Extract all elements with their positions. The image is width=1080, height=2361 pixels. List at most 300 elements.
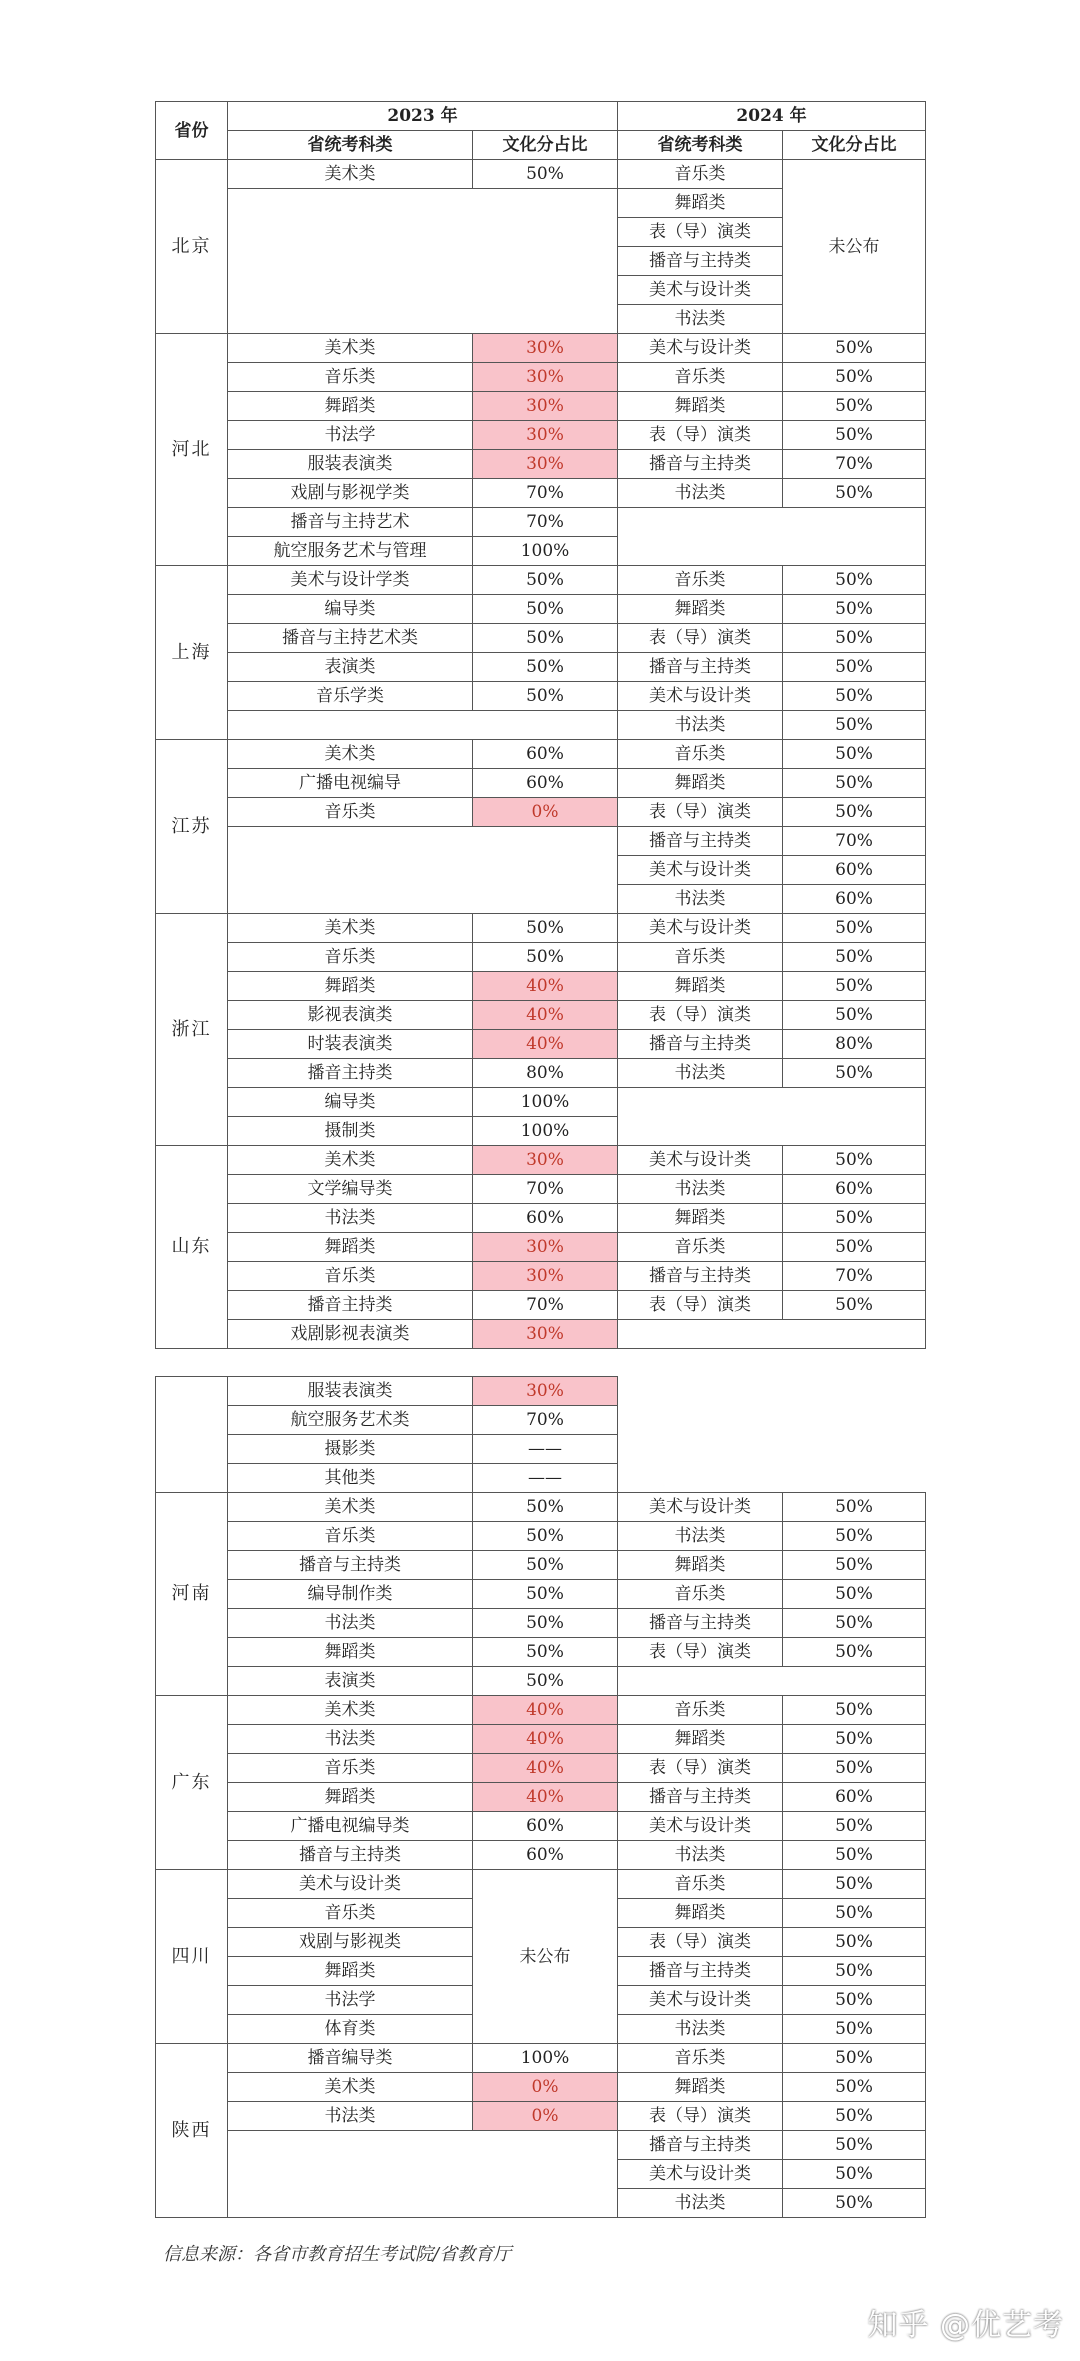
table-row bbox=[156, 740, 926, 769]
table-row bbox=[156, 1667, 926, 1696]
table-row bbox=[156, 1204, 926, 1233]
ratio-2023-cell: 50% bbox=[473, 624, 618, 653]
table-row bbox=[156, 1638, 926, 1667]
table-row bbox=[156, 2044, 926, 2073]
table-row bbox=[156, 421, 926, 450]
ratio-2023-merged-cell: 未公布 bbox=[473, 1870, 618, 2044]
ratio-2023-cell: 60% bbox=[473, 1812, 618, 1841]
category-2024-cell: 美术与设计类 bbox=[618, 1146, 783, 1175]
category-2023-cell: 美术类 bbox=[228, 740, 473, 769]
ratio-2023-cell: 50% bbox=[473, 1493, 618, 1522]
category-2024-cell: 美术与设计类 bbox=[618, 914, 783, 943]
category-2023-cell: 舞蹈类 bbox=[228, 1638, 473, 1667]
category-2023-cell: 播音主持类 bbox=[228, 1291, 473, 1320]
category-2024-cell: 播音与主持类 bbox=[618, 247, 783, 276]
category-2023-cell: 书法学 bbox=[228, 421, 473, 450]
category-2024-cell: 表（导）演类 bbox=[618, 798, 783, 827]
category-2024-cell: 舞蹈类 bbox=[618, 1204, 783, 1233]
table-row bbox=[156, 2131, 926, 2160]
category-2024-cell: 表（导）演类 bbox=[618, 1754, 783, 1783]
table-row bbox=[156, 1580, 926, 1609]
empty-2024-cell bbox=[618, 1377, 926, 1493]
category-2023-cell: 播音与主持类 bbox=[228, 1841, 473, 1870]
table-row bbox=[156, 1551, 926, 1580]
category-2024-cell: 舞蹈类 bbox=[618, 1551, 783, 1580]
ratio-2023-cell: 40% bbox=[473, 1754, 618, 1783]
ratio-2024-cell: 50% bbox=[783, 595, 926, 624]
category-2023-cell: 服装表演类 bbox=[228, 450, 473, 479]
table-row bbox=[156, 450, 926, 479]
year-2023-header: 2023 年 bbox=[228, 102, 618, 131]
ratio-2024-cell: 60% bbox=[783, 885, 926, 914]
category-2023-cell: 影视表演类 bbox=[228, 1001, 473, 1030]
ratio-2024-cell: 50% bbox=[783, 1580, 926, 1609]
table-row bbox=[156, 1609, 926, 1638]
table-row bbox=[156, 943, 926, 972]
category-2023-cell: 戏剧与影视学类 bbox=[228, 479, 473, 508]
province-cell: 河南 bbox=[156, 1493, 228, 1696]
ratio-2023-cell: 50% bbox=[473, 566, 618, 595]
category-2024-cell: 美术与设计类 bbox=[618, 2160, 783, 2189]
table-row bbox=[156, 1262, 926, 1291]
category-2024-cell: 美术与设计类 bbox=[618, 682, 783, 711]
category-2023-cell: 播音与主持艺术类 bbox=[228, 624, 473, 653]
category-2024-cell: 表（导）演类 bbox=[618, 1638, 783, 1667]
table-row bbox=[156, 1291, 926, 1320]
ratio-2024-cell: 50% bbox=[783, 421, 926, 450]
ratio-2024-cell: 50% bbox=[783, 334, 926, 363]
category-2024-cell: 音乐类 bbox=[618, 1696, 783, 1725]
category-2023-cell: 时装表演类 bbox=[228, 1030, 473, 1059]
category-2023-cell: 舞蹈类 bbox=[228, 972, 473, 1001]
category-2024-cell: 书法类 bbox=[618, 479, 783, 508]
ratio-2023-cell: 0% bbox=[473, 2102, 618, 2131]
table-row bbox=[156, 1377, 926, 1406]
ratio-2024-cell: 50% bbox=[783, 711, 926, 740]
table-row bbox=[156, 972, 926, 1001]
category-2023-cell: 舞蹈类 bbox=[228, 1957, 473, 1986]
ratio-2023-header: 文化分占比 bbox=[473, 131, 618, 160]
category-2023-cell: 表演类 bbox=[228, 653, 473, 682]
ratio-2023-cell: 30% bbox=[473, 334, 618, 363]
table-row bbox=[156, 1320, 926, 1349]
table-row bbox=[156, 1493, 926, 1522]
category-2024-cell: 舞蹈类 bbox=[618, 595, 783, 624]
category-2024-cell: 音乐类 bbox=[618, 1580, 783, 1609]
ratio-2024-cell: 50% bbox=[783, 363, 926, 392]
category-2023-cell: 书法类 bbox=[228, 1725, 473, 1754]
empty-2024-cell bbox=[618, 1320, 926, 1349]
category-2024-cell: 音乐类 bbox=[618, 2044, 783, 2073]
category-2023-cell: 戏剧与影视类 bbox=[228, 1928, 473, 1957]
category-2024-cell: 表（导）演类 bbox=[618, 421, 783, 450]
category-2023-cell: 音乐类 bbox=[228, 798, 473, 827]
category-2023-cell: 戏剧影视表演类 bbox=[228, 1320, 473, 1349]
category-2023-cell: 书法类 bbox=[228, 1204, 473, 1233]
ratio-2024-cell: 50% bbox=[783, 1291, 926, 1320]
table-row bbox=[156, 2102, 926, 2131]
category-2024-cell: 播音与主持类 bbox=[618, 1957, 783, 1986]
table-row bbox=[156, 1870, 926, 1899]
category-2023-cell: 书法学 bbox=[228, 1986, 473, 2015]
category-2023-cell: 美术类 bbox=[228, 334, 473, 363]
category-2023-cell: 航空服务艺术与管理 bbox=[228, 537, 473, 566]
ratio-2023-cell: 50% bbox=[473, 914, 618, 943]
ratio-2024-cell: 50% bbox=[783, 624, 926, 653]
ratio-2023-cell: 50% bbox=[473, 1638, 618, 1667]
category-2024-cell: 舞蹈类 bbox=[618, 189, 783, 218]
ratio-2024-cell: 70% bbox=[783, 450, 926, 479]
table-row bbox=[156, 363, 926, 392]
empty-2023-cell bbox=[228, 711, 618, 740]
ratio-2023-cell: 100% bbox=[473, 2044, 618, 2073]
table-row bbox=[156, 392, 926, 421]
ratio-2023-cell: 30% bbox=[473, 1146, 618, 1175]
ratio-2023-cell: —— bbox=[473, 1435, 618, 1464]
ratio-2024-cell: 50% bbox=[783, 1696, 926, 1725]
ratio-2024-merged-cell: 未公布 bbox=[783, 160, 926, 334]
category-2024-cell: 舞蹈类 bbox=[618, 769, 783, 798]
table-row bbox=[156, 1754, 926, 1783]
province-cell: 江苏 bbox=[156, 740, 228, 914]
ratio-2023-cell: 30% bbox=[473, 1320, 618, 1349]
ratio-2024-cell: 50% bbox=[783, 1638, 926, 1667]
category-2024-cell: 书法类 bbox=[618, 305, 783, 334]
table-row bbox=[156, 595, 926, 624]
table-row bbox=[156, 479, 926, 508]
category-2024-cell: 书法类 bbox=[618, 1175, 783, 1204]
ratio-2024-cell: 50% bbox=[783, 1059, 926, 1088]
category-2024-cell: 音乐类 bbox=[618, 740, 783, 769]
ratio-2023-cell: 100% bbox=[473, 1088, 618, 1117]
ratio-2024-cell: 80% bbox=[783, 1030, 926, 1059]
category-2023-cell: 服装表演类 bbox=[228, 1377, 473, 1406]
ratio-2024-cell: 50% bbox=[783, 1146, 926, 1175]
category-2024-cell: 美术与设计类 bbox=[618, 1493, 783, 1522]
subheader-row bbox=[156, 131, 926, 160]
category-2023-cell: 美术与设计学类 bbox=[228, 566, 473, 595]
category-2024-cell: 播音与主持类 bbox=[618, 1262, 783, 1291]
category-2024-cell: 美术与设计类 bbox=[618, 856, 783, 885]
category-2023-cell: 音乐类 bbox=[228, 1522, 473, 1551]
ratio-2023-cell: 40% bbox=[473, 1725, 618, 1754]
province-cell: 四川 bbox=[156, 1870, 228, 2044]
category-2023-cell: 体育类 bbox=[228, 2015, 473, 2044]
empty-2023-cell bbox=[228, 827, 618, 914]
ratio-2024-cell: 50% bbox=[783, 479, 926, 508]
category-2024-header: 省统考科类 bbox=[618, 131, 783, 160]
category-2023-cell: 音乐类 bbox=[228, 1262, 473, 1291]
category-2024-cell: 书法类 bbox=[618, 2015, 783, 2044]
province-cell: 陕西 bbox=[156, 2044, 228, 2218]
ratio-2023-cell: 50% bbox=[473, 682, 618, 711]
ratio-2023-cell: 30% bbox=[473, 392, 618, 421]
table-row bbox=[156, 1725, 926, 1754]
table-row bbox=[156, 827, 926, 856]
category-2024-cell: 书法类 bbox=[618, 711, 783, 740]
empty-2024-cell bbox=[618, 1667, 926, 1696]
ratio-2024-cell: 50% bbox=[783, 1725, 926, 1754]
category-2023-cell: 音乐类 bbox=[228, 1899, 473, 1928]
ratio-2024-cell: 50% bbox=[783, 972, 926, 1001]
category-2024-cell: 播音与主持类 bbox=[618, 1030, 783, 1059]
ratio-2024-cell: 50% bbox=[783, 1204, 926, 1233]
table-row bbox=[156, 1059, 926, 1088]
province-cell: 北京 bbox=[156, 160, 228, 334]
category-2023-cell: 广播电视编导 bbox=[228, 769, 473, 798]
ratio-2024-cell: 50% bbox=[783, 2131, 926, 2160]
ratio-2024-cell: 50% bbox=[783, 653, 926, 682]
category-2023-cell: 书法类 bbox=[228, 1609, 473, 1638]
ratio-2023-cell: 40% bbox=[473, 1783, 618, 1812]
category-2024-cell: 舞蹈类 bbox=[618, 1725, 783, 1754]
ratio-2023-cell: 70% bbox=[473, 1406, 618, 1435]
ratio-2024-cell: 50% bbox=[783, 1001, 926, 1030]
empty-2023-cell bbox=[228, 189, 618, 334]
ratio-2023-cell: 50% bbox=[473, 1580, 618, 1609]
table-row bbox=[156, 1233, 926, 1262]
ratio-2023-cell: 50% bbox=[473, 1522, 618, 1551]
category-2024-cell: 播音与主持类 bbox=[618, 1609, 783, 1638]
ratio-2024-cell: 50% bbox=[783, 943, 926, 972]
category-2023-cell: 美术类 bbox=[228, 1146, 473, 1175]
category-2024-cell: 表（导）演类 bbox=[618, 1928, 783, 1957]
ratio-2024-cell: 50% bbox=[783, 566, 926, 595]
ratio-2023-cell: 0% bbox=[473, 798, 618, 827]
category-2024-cell: 表（导）演类 bbox=[618, 624, 783, 653]
category-2023-cell: 美术类 bbox=[228, 160, 473, 189]
category-2024-cell: 书法类 bbox=[618, 1841, 783, 1870]
province-header: 省份 bbox=[156, 102, 228, 160]
category-2023-cell: 编导类 bbox=[228, 1088, 473, 1117]
category-2023-cell: 编导制作类 bbox=[228, 1580, 473, 1609]
table-row bbox=[156, 566, 926, 595]
table-row bbox=[156, 1841, 926, 1870]
ratio-2024-cell: 50% bbox=[783, 1233, 926, 1262]
ratio-2023-cell: 0% bbox=[473, 2073, 618, 2102]
ratio-2023-cell: 50% bbox=[473, 595, 618, 624]
ratio-2023-cell: 30% bbox=[473, 450, 618, 479]
table-row bbox=[156, 334, 926, 363]
category-2023-cell: 美术类 bbox=[228, 914, 473, 943]
ratio-2024-cell: 50% bbox=[783, 769, 926, 798]
ratio-2024-cell: 50% bbox=[783, 2015, 926, 2044]
category-2024-cell: 美术与设计类 bbox=[618, 334, 783, 363]
ratio-2024-cell: 50% bbox=[783, 740, 926, 769]
ratio-2023-cell: 70% bbox=[473, 1291, 618, 1320]
ratio-2023-cell: 60% bbox=[473, 1204, 618, 1233]
ratio-2024-cell: 50% bbox=[783, 914, 926, 943]
category-2024-cell: 美术与设计类 bbox=[618, 1812, 783, 1841]
ratio-2024-cell: 60% bbox=[783, 1175, 926, 1204]
ratio-2024-cell: 70% bbox=[783, 1262, 926, 1291]
table-row bbox=[156, 508, 926, 537]
ratio-2023-cell: 30% bbox=[473, 1262, 618, 1291]
ratio-2023-cell: 40% bbox=[473, 1696, 618, 1725]
ratio-2023-cell: 50% bbox=[473, 1667, 618, 1696]
ratio-2023-cell: 30% bbox=[473, 1377, 618, 1406]
source-note: 信息来源：各省市教育招生考试院/省教育厅 bbox=[163, 2244, 512, 2265]
table-row bbox=[156, 653, 926, 682]
ratio-2023-cell: 80% bbox=[473, 1059, 618, 1088]
ratio-2024-cell: 50% bbox=[783, 2189, 926, 2218]
category-2024-cell: 书法类 bbox=[618, 1522, 783, 1551]
table-row bbox=[156, 711, 926, 740]
category-2024-cell: 音乐类 bbox=[618, 1870, 783, 1899]
category-2024-cell: 播音与主持类 bbox=[618, 450, 783, 479]
ratio-2023-cell: 100% bbox=[473, 537, 618, 566]
category-2024-cell: 播音与主持类 bbox=[618, 1783, 783, 1812]
ratio-2024-cell: 50% bbox=[783, 1754, 926, 1783]
table-row bbox=[156, 798, 926, 827]
ratio-2024-cell: 50% bbox=[783, 2044, 926, 2073]
ratio-2023-cell: 40% bbox=[473, 1001, 618, 1030]
category-2024-cell: 播音与主持类 bbox=[618, 827, 783, 856]
ratio-table-part2 bbox=[155, 1376, 926, 2218]
category-2024-cell: 音乐类 bbox=[618, 160, 783, 189]
category-2024-cell: 舞蹈类 bbox=[618, 972, 783, 1001]
category-2023-cell: 音乐类 bbox=[228, 943, 473, 972]
ratio-2024-cell: 50% bbox=[783, 798, 926, 827]
empty-2024-cell bbox=[618, 508, 926, 566]
category-2024-cell: 表（导）演类 bbox=[618, 2102, 783, 2131]
province-cell: 上海 bbox=[156, 566, 228, 740]
category-2024-cell: 表（导）演类 bbox=[618, 218, 783, 247]
ratio-2023-cell: 40% bbox=[473, 1030, 618, 1059]
ratio-2023-cell: 40% bbox=[473, 972, 618, 1001]
ratio-2023-cell: 70% bbox=[473, 508, 618, 537]
ratio-2023-cell: 30% bbox=[473, 363, 618, 392]
ratio-2023-cell: 60% bbox=[473, 769, 618, 798]
ratio-2024-cell: 70% bbox=[783, 827, 926, 856]
ratio-2024-cell: 50% bbox=[783, 2102, 926, 2131]
category-2023-cell: 音乐学类 bbox=[228, 682, 473, 711]
ratio-2023-cell: 50% bbox=[473, 1609, 618, 1638]
table-row bbox=[156, 769, 926, 798]
category-2023-header: 省统考科类 bbox=[228, 131, 473, 160]
ratio-2024-cell: 50% bbox=[783, 2073, 926, 2102]
table-row bbox=[156, 914, 926, 943]
table-row bbox=[156, 1812, 926, 1841]
table-row bbox=[156, 1522, 926, 1551]
ratio-table-part1 bbox=[155, 101, 926, 1349]
year-2024-header: 2024 年 bbox=[618, 102, 926, 131]
table-row bbox=[156, 1175, 926, 1204]
ratio-2024-cell: 50% bbox=[783, 1899, 926, 1928]
category-2023-cell: 广播电视编导类 bbox=[228, 1812, 473, 1841]
category-2023-cell: 音乐类 bbox=[228, 363, 473, 392]
table-row bbox=[156, 1001, 926, 1030]
table-row bbox=[156, 160, 926, 189]
province-cell bbox=[156, 1377, 228, 1493]
category-2024-cell: 美术与设计类 bbox=[618, 276, 783, 305]
ratio-2024-cell: 50% bbox=[783, 1522, 926, 1551]
category-2024-cell: 音乐类 bbox=[618, 566, 783, 595]
ratio-2024-cell: 50% bbox=[783, 1928, 926, 1957]
table-row bbox=[156, 1030, 926, 1059]
ratio-2024-header: 文化分占比 bbox=[783, 131, 926, 160]
ratio-2023-cell: 60% bbox=[473, 740, 618, 769]
category-2023-cell: 舞蹈类 bbox=[228, 392, 473, 421]
empty-2023-cell bbox=[228, 2131, 618, 2218]
ratio-2023-cell: 70% bbox=[473, 479, 618, 508]
category-2023-cell: 表演类 bbox=[228, 1667, 473, 1696]
category-2024-cell: 音乐类 bbox=[618, 363, 783, 392]
category-2023-cell: 美术与设计类 bbox=[228, 1870, 473, 1899]
category-2024-cell: 舞蹈类 bbox=[618, 1899, 783, 1928]
category-2023-cell: 编导类 bbox=[228, 595, 473, 624]
ratio-2023-cell: 50% bbox=[473, 160, 618, 189]
ratio-2023-cell: 50% bbox=[473, 1551, 618, 1580]
province-cell: 山东 bbox=[156, 1146, 228, 1349]
category-2023-cell: 播音编导类 bbox=[228, 2044, 473, 2073]
ratio-2024-cell: 50% bbox=[783, 392, 926, 421]
header-row bbox=[156, 102, 926, 131]
ratio-2024-cell: 50% bbox=[783, 1870, 926, 1899]
province-cell: 广东 bbox=[156, 1696, 228, 1870]
ratio-2023-cell: 50% bbox=[473, 943, 618, 972]
category-2024-cell: 舞蹈类 bbox=[618, 392, 783, 421]
category-2023-cell: 播音与主持类 bbox=[228, 1551, 473, 1580]
category-2023-cell: 摄影类 bbox=[228, 1435, 473, 1464]
province-cell: 浙江 bbox=[156, 914, 228, 1146]
category-2023-cell: 美术类 bbox=[228, 1493, 473, 1522]
category-2023-cell: 音乐类 bbox=[228, 1754, 473, 1783]
category-2023-cell: 书法类 bbox=[228, 2102, 473, 2131]
category-2023-cell: 播音主持类 bbox=[228, 1059, 473, 1088]
ratio-2023-cell: 70% bbox=[473, 1175, 618, 1204]
category-2023-cell: 舞蹈类 bbox=[228, 1233, 473, 1262]
category-2023-cell: 美术类 bbox=[228, 2073, 473, 2102]
ratio-2023-cell: 100% bbox=[473, 1117, 618, 1146]
ratio-2024-cell: 60% bbox=[783, 1783, 926, 1812]
ratio-2024-cell: 60% bbox=[783, 856, 926, 885]
ratio-2023-cell: 60% bbox=[473, 1841, 618, 1870]
ratio-2024-cell: 50% bbox=[783, 1986, 926, 2015]
watermark: 知乎 @优艺考 bbox=[867, 2308, 1064, 2343]
category-2024-cell: 书法类 bbox=[618, 1059, 783, 1088]
table-row bbox=[156, 1696, 926, 1725]
ratio-2024-cell: 50% bbox=[783, 1812, 926, 1841]
ratio-2024-cell: 50% bbox=[783, 1957, 926, 1986]
category-2024-cell: 播音与主持类 bbox=[618, 653, 783, 682]
ratio-2024-cell: 50% bbox=[783, 1841, 926, 1870]
category-2024-cell: 播音与主持类 bbox=[618, 2131, 783, 2160]
ratio-2024-cell: 50% bbox=[783, 1609, 926, 1638]
category-2024-cell: 书法类 bbox=[618, 885, 783, 914]
province-cell: 河北 bbox=[156, 334, 228, 566]
ratio-2024-cell: 50% bbox=[783, 1551, 926, 1580]
category-2024-cell: 音乐类 bbox=[618, 943, 783, 972]
table-row bbox=[156, 1088, 926, 1117]
ratio-2024-cell: 50% bbox=[783, 682, 926, 711]
category-2023-cell: 舞蹈类 bbox=[228, 1783, 473, 1812]
ratio-2024-cell: 50% bbox=[783, 2160, 926, 2189]
category-2023-cell: 摄制类 bbox=[228, 1117, 473, 1146]
table-row bbox=[156, 1783, 926, 1812]
ratio-2024-cell: 50% bbox=[783, 1493, 926, 1522]
category-2024-cell: 音乐类 bbox=[618, 1233, 783, 1262]
empty-2024-cell bbox=[618, 1088, 926, 1146]
category-2024-cell: 表（导）演类 bbox=[618, 1001, 783, 1030]
table-row bbox=[156, 2073, 926, 2102]
category-2024-cell: 美术与设计类 bbox=[618, 1986, 783, 2015]
table-row bbox=[156, 1146, 926, 1175]
category-2023-cell: 文学编导类 bbox=[228, 1175, 473, 1204]
ratio-2023-cell: 30% bbox=[473, 421, 618, 450]
category-2024-cell: 书法类 bbox=[618, 2189, 783, 2218]
ratio-2023-cell: —— bbox=[473, 1464, 618, 1493]
